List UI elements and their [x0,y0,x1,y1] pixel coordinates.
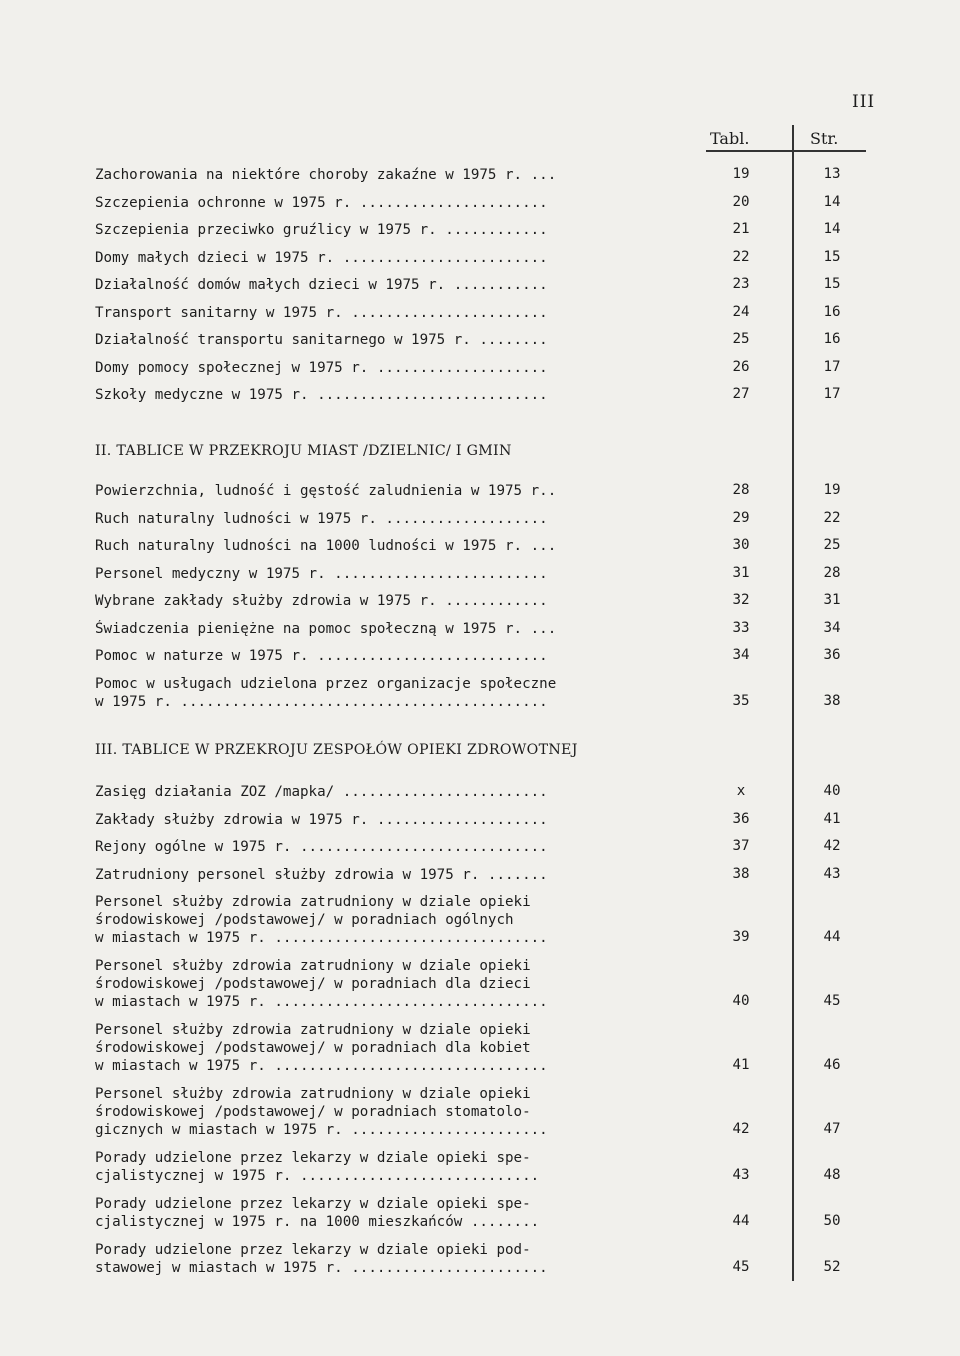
toc-entry-title-line: Rejony ogólne w 1975 r. ............................. [95,839,548,855]
toc-entry-title-line: Zachorowania na niektóre choroby zakaźne w 1975 r. ... [95,167,557,183]
toc-entry-title [95,565,695,583]
toc-entry-table-number: 26 [732,358,750,375]
toc-entry-page-number: 34 [823,619,841,636]
tabl-column-header: Tabl. [710,129,750,148]
toc-entry-title [95,957,695,1011]
header-underline [706,150,866,152]
toc-entry-title-line: Personel służby zdrowia zatrudniony w dziale opieki [95,1086,531,1102]
toc-entry-title-line: w miastach w 1975 r. ................................ [95,1058,548,1074]
toc-entry-table-number: 31 [732,564,750,581]
toc-entry-title-line: Szkoły medyczne w 1975 r. ........................... [95,387,548,403]
toc-entry-title [95,620,695,638]
toc-entry-table-number: 33 [732,619,750,636]
toc-entry-title-line: Szczepienia przeciwko gruźlicy w 1975 r. ............ [95,222,548,238]
toc-entry-page-number: 28 [823,564,841,581]
toc-entry-table-number: 19 [732,166,750,182]
toc-entry-page-number: 31 [823,592,841,608]
toc-entry-title-line: środowiskowej /podstawowej/ w poradniach dla dzieci [95,976,531,992]
toc-entry-page-number: 45 [823,993,841,1009]
toc-entry-title-line: w miastach w 1975 r. ................................ [95,930,548,946]
toc-entry-table-number: 20 [732,193,750,210]
toc-entry-title [95,249,695,267]
toc-entry-page-number: 44 [823,929,841,945]
toc-entry-title [95,359,695,377]
toc-entry-title [95,647,695,665]
toc-entry-title [95,194,695,212]
toc-entry-page-number: 17 [823,358,841,375]
toc-entry-title-line: stawowej w miastach w 1975 r. ....................... [95,1260,548,1276]
toc-entry-title-line: Porady udzielone przez lekarzy w dziale opieki spe- [95,1196,531,1212]
toc-entry-table-number: 28 [732,482,750,498]
toc-entry-title [95,166,695,184]
toc-entry-title-line: Zatrudniony personel służby zdrowia w 1975 r. ....... [95,866,548,883]
toc-entry-page-number: 46 [823,1057,841,1073]
toc-entry-title-line: Domy pomocy społecznej w 1975 r. .................... [95,359,548,376]
toc-entry-title [95,276,695,294]
toc-entry-title [95,1085,695,1139]
toc-entry-title [95,811,695,829]
toc-entry-page-number: 50 [823,1213,841,1229]
toc-entry-table-number: 43 [732,1167,750,1183]
toc-entry-page-number: 15 [823,276,841,292]
toc-entry-title-line: Działalność domów małych dzieci w 1975 r. ........... [95,277,548,293]
toc-entry-title [95,1021,695,1075]
toc-entry-title [95,482,695,500]
toc-entry-title-line: Szczepienia ochronne w 1975 r. ...................... [95,194,548,211]
toc-entry-title [95,1241,695,1277]
toc-entry-table-number: 25 [732,331,750,347]
toc-entry-table-number: 23 [732,276,750,292]
toc-entry-page-number: 43 [823,865,841,882]
toc-entry-table-number: 27 [732,386,750,402]
toc-entry-title-line: Personel służby zdrowia zatrudniony w dziale opieki [95,1022,531,1038]
toc-entry-page-number: 40 [823,783,841,799]
toc-entry-page-number: 17 [823,386,841,402]
toc-entry-title-line: Zakłady służby zdrowia w 1975 r. .................... [95,811,548,828]
toc-entry-page-number: 16 [823,303,841,320]
toc-entry-title [95,510,695,528]
toc-entry-title-line: środowiskowej /podstawowej/ w poradniach stomatolo- [95,1104,531,1120]
toc-entry-title-line: środowiskowej /podstawowej/ w poradniach ogólnych [95,912,514,928]
toc-entry-table-number: 45 [732,1259,750,1275]
toc-entry-page-number: 48 [823,1167,841,1183]
toc-entry-table-number: x [736,783,746,799]
section-heading-2: II. TABLICE W PRZEKROJU MIAST /DZIELNIC/ I GMIN [95,443,512,459]
toc-entry-title [95,783,695,801]
toc-entry-table-number: 32 [732,592,750,608]
toc-entry-title [95,592,695,610]
section-heading-3: III. TABLICE W PRZEKROJU ZESPOŁÓW OPIEKI ZDROWOTNEJ [95,742,578,758]
toc-entry-title [95,838,695,856]
toc-entry-title [95,221,695,239]
toc-entry-title-line: Zasięg działania ZOZ /mapka/ ........................ [95,784,548,800]
toc-entry-title-line: Świadczenia pieniężne na pomoc społeczną w 1975 r. ... [95,620,557,637]
toc-entry-title-line: Wybrane zakłady służby zdrowia w 1975 r. ............ [95,593,548,609]
toc-entry-page-number: 14 [823,193,841,210]
toc-entry-title [95,537,695,555]
str-column-header: Str. [810,129,839,148]
toc-entry-table-number: 39 [732,929,750,945]
toc-entry-title-line: Porady udzielone przez lekarzy w dziale opieki pod- [95,1242,531,1258]
toc-entry-title-line: Porady udzielone przez lekarzy w dziale opieki spe- [95,1150,531,1166]
toc-entry-table-number: 44 [732,1213,750,1229]
toc-entry-table-number: 37 [732,838,750,854]
toc-entry-title [95,386,695,404]
toc-entry-page-number: 15 [823,248,841,265]
toc-entry-title-line: Pomoc w naturze w 1975 r. ........................... [95,648,548,664]
toc-entry-table-number: 30 [732,537,750,553]
toc-entry-table-number: 41 [732,1057,750,1073]
toc-entry-title [95,304,695,322]
toc-entry-page-number: 41 [823,810,841,827]
toc-entry-page-number: 36 [823,647,841,663]
toc-entry-table-number: 35 [732,692,750,709]
toc-entry-title-line: cjalistycznej w 1975 r. ............................ [95,1168,540,1184]
toc-entry-page-number: 22 [823,509,841,526]
toc-entry-page-number: 13 [823,166,841,182]
toc-entry-title [95,1195,695,1231]
toc-entry-table-number: 21 [732,221,750,237]
toc-entry-page-number: 42 [823,838,841,854]
toc-entry-title-line: gicznych w miastach w 1975 r. ....................... [95,1122,548,1138]
toc-entry-table-number: 42 [732,1121,750,1137]
toc-entry-page-number: 25 [823,537,841,553]
toc-entry-title-line: Powierzchnia, ludność i gęstość zaludnienia w 1975 r.. [95,483,557,499]
toc-entry-title-line: Pomoc w usługach udzielona przez organizacje społeczne [95,675,557,692]
toc-entry-title [95,893,695,947]
toc-entry-title-line: Personel medyczny w 1975 r. ......................... [95,565,548,582]
toc-entry-title-line: w 1975 r. ........................................... [95,693,548,710]
toc-entry-page-number: 14 [823,221,841,237]
toc-entry-page-number: 52 [823,1259,841,1275]
toc-entry-title-line: cjalistycznej w 1975 r. na 1000 mieszkańców ........ [95,1214,540,1230]
toc-entry-title-line: Ruch naturalny ludności w 1975 r. ................... [95,510,548,527]
toc-entry-title-line: Domy małych dzieci w 1975 r. ........................ [95,249,548,266]
toc-entry-title-line: Działalność transportu sanitarnego w 1975 r. ........ [95,332,548,348]
toc-entry-table-number: 36 [732,810,750,827]
toc-entry-title-line: Transport sanitarny w 1975 r. ....................... [95,304,548,321]
toc-entry-title [95,866,695,884]
toc-entry-page-number: 38 [823,692,841,709]
column-divider [792,125,794,1281]
toc-entry-table-number: 24 [732,303,750,320]
page-number: III [852,92,876,112]
toc-entry-page-number: 19 [823,482,841,498]
toc-entry-title [95,675,695,711]
toc-entry-title-line: w miastach w 1975 r. ................................ [95,994,548,1010]
toc-entry-title-line: Personel służby zdrowia zatrudniony w dziale opieki [95,894,531,910]
toc-entry-title [95,331,695,349]
toc-entry-table-number: 22 [732,248,750,265]
toc-entry-table-number: 40 [732,993,750,1009]
toc-entry-table-number: 34 [732,647,750,663]
toc-entry-title-line: środowiskowej /podstawowej/ w poradniach dla kobiet [95,1040,531,1056]
toc-entry-title-line: Personel służby zdrowia zatrudniony w dziale opieki [95,958,531,974]
toc-entry-page-number: 47 [823,1121,841,1137]
toc-entry-title-line: Ruch naturalny ludności na 1000 ludności w 1975 r. ... [95,538,557,554]
toc-entry-page-number: 16 [823,331,841,347]
toc-entry-table-number: 29 [732,509,750,526]
toc-entry-table-number: 38 [732,865,750,882]
toc-entry-title [95,1149,695,1185]
